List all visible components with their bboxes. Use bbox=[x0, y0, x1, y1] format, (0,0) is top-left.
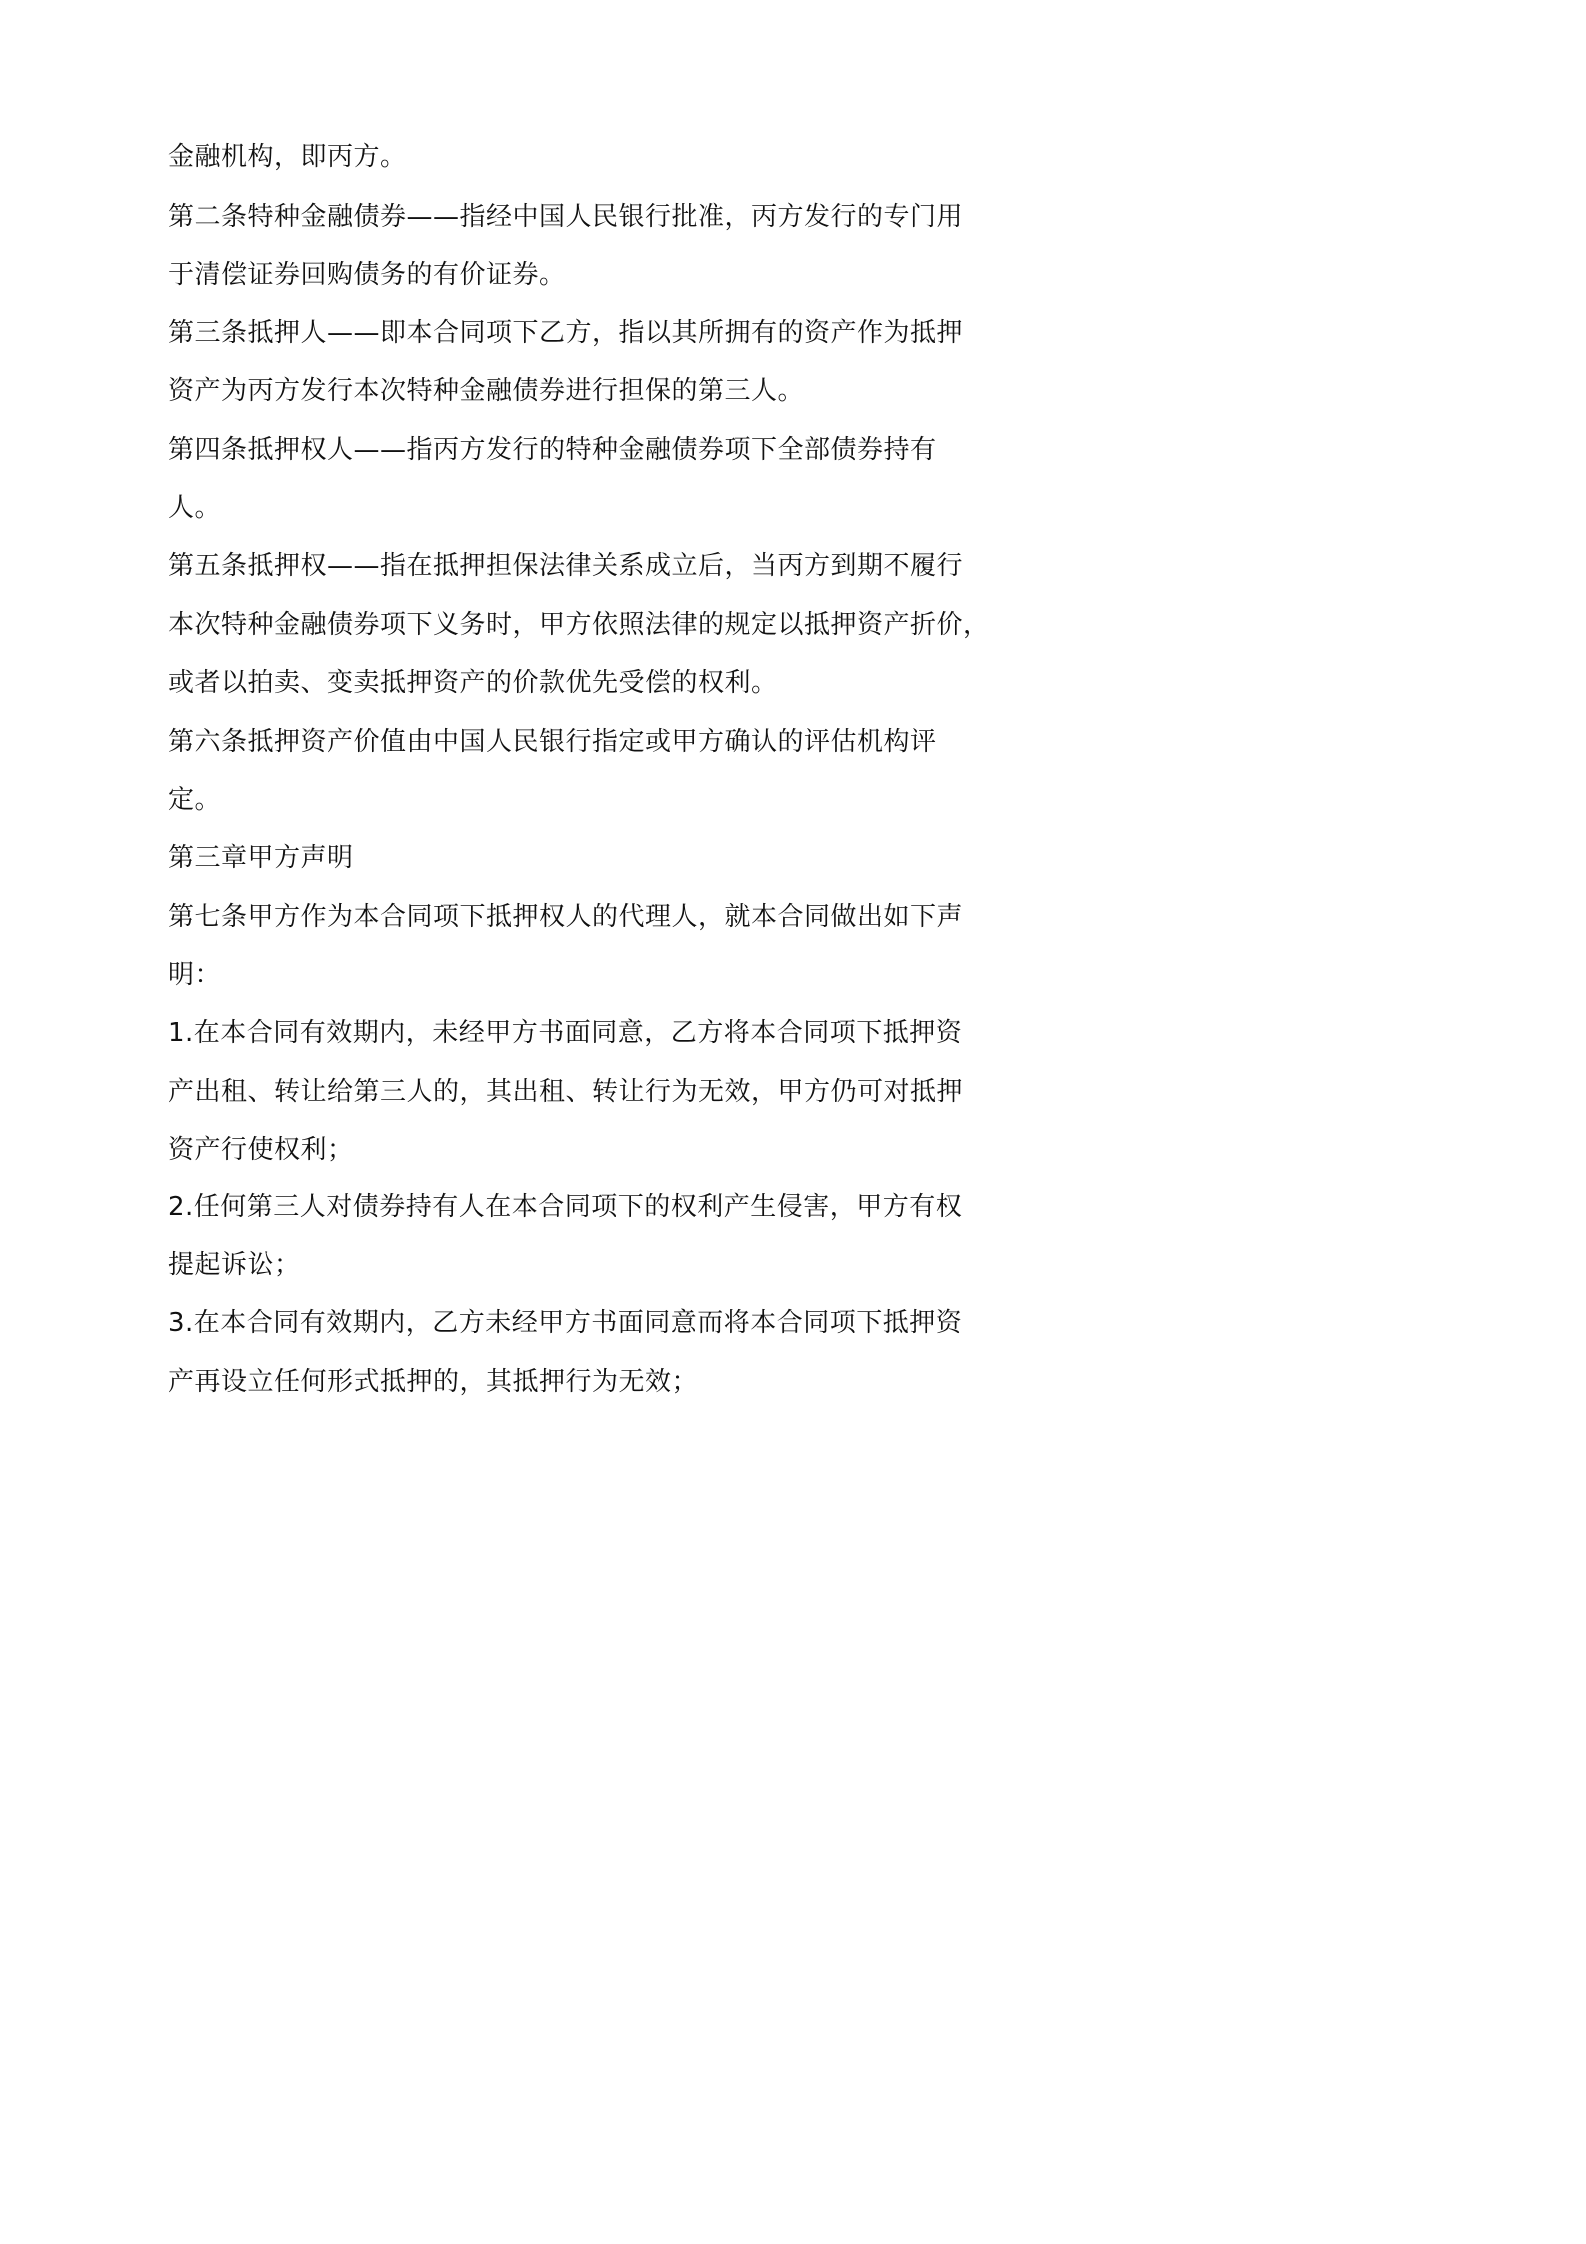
text-line: 定。 bbox=[168, 785, 222, 815]
text-line: 于清偿证券回购债务的有价证券。 bbox=[168, 260, 566, 290]
text-line: 第七条甲方作为本合同项下抵押权人的代理人，就本合同做出如下声 bbox=[168, 902, 964, 932]
text-line: 第四条抵押权人——指丙方发行的特种金融债券项下全部债券持有 bbox=[168, 435, 937, 465]
document-page bbox=[0, 0, 1102, 1564]
text-line: 第三条抵押人——即本合同项下乙方，指以其所拥有的资产作为抵押 bbox=[168, 318, 964, 348]
text-line: 明： bbox=[168, 960, 222, 990]
text-line: 1.在本合同有效期内，未经甲方书面同意，乙方将本合同项下抵押资 bbox=[168, 1018, 963, 1048]
text-line: 或者以拍卖、变卖抵押资产的价款优先受偿的权利。 bbox=[168, 668, 778, 698]
text-line: 产出租、转让给第三人的，其出租、转让行为无效，甲方仍可对抵押 bbox=[168, 1077, 964, 1107]
text-line: 资产行使权利； bbox=[168, 1135, 354, 1165]
text-line: 第二条特种金融债券——指经中国人民银行批准，丙方发行的专门用 bbox=[168, 202, 964, 232]
text-line: 提起诉讼； bbox=[168, 1250, 301, 1280]
section-heading: 第三章甲方声明 bbox=[168, 843, 354, 873]
text-line: 资产为丙方发行本次特种金融债券进行担保的第三人。 bbox=[168, 376, 805, 406]
text-line: 第五条抵押权——指在抵押担保法律关系成立后，当丙方到期不履行 bbox=[168, 551, 964, 581]
text-line: 3.在本合同有效期内，乙方未经甲方书面同意而将本合同项下抵押资 bbox=[168, 1308, 963, 1338]
text-line: 第六条抵押资产价值由中国人民银行指定或甲方确认的评估机构评 bbox=[168, 727, 937, 757]
text-line: 本次特种金融债券项下义务时，甲方依照法律的规定以抵押资产折价， bbox=[168, 610, 990, 640]
text-line: 产再设立任何形式抵押的，其抵押行为无效； bbox=[168, 1367, 699, 1397]
text-line: 2.任何第三人对债券持有人在本合同项下的权利产生侵害，甲方有权 bbox=[168, 1192, 963, 1222]
text-line: 人。 bbox=[168, 493, 222, 523]
text-line: 金融机构，即丙方。 bbox=[168, 142, 407, 172]
